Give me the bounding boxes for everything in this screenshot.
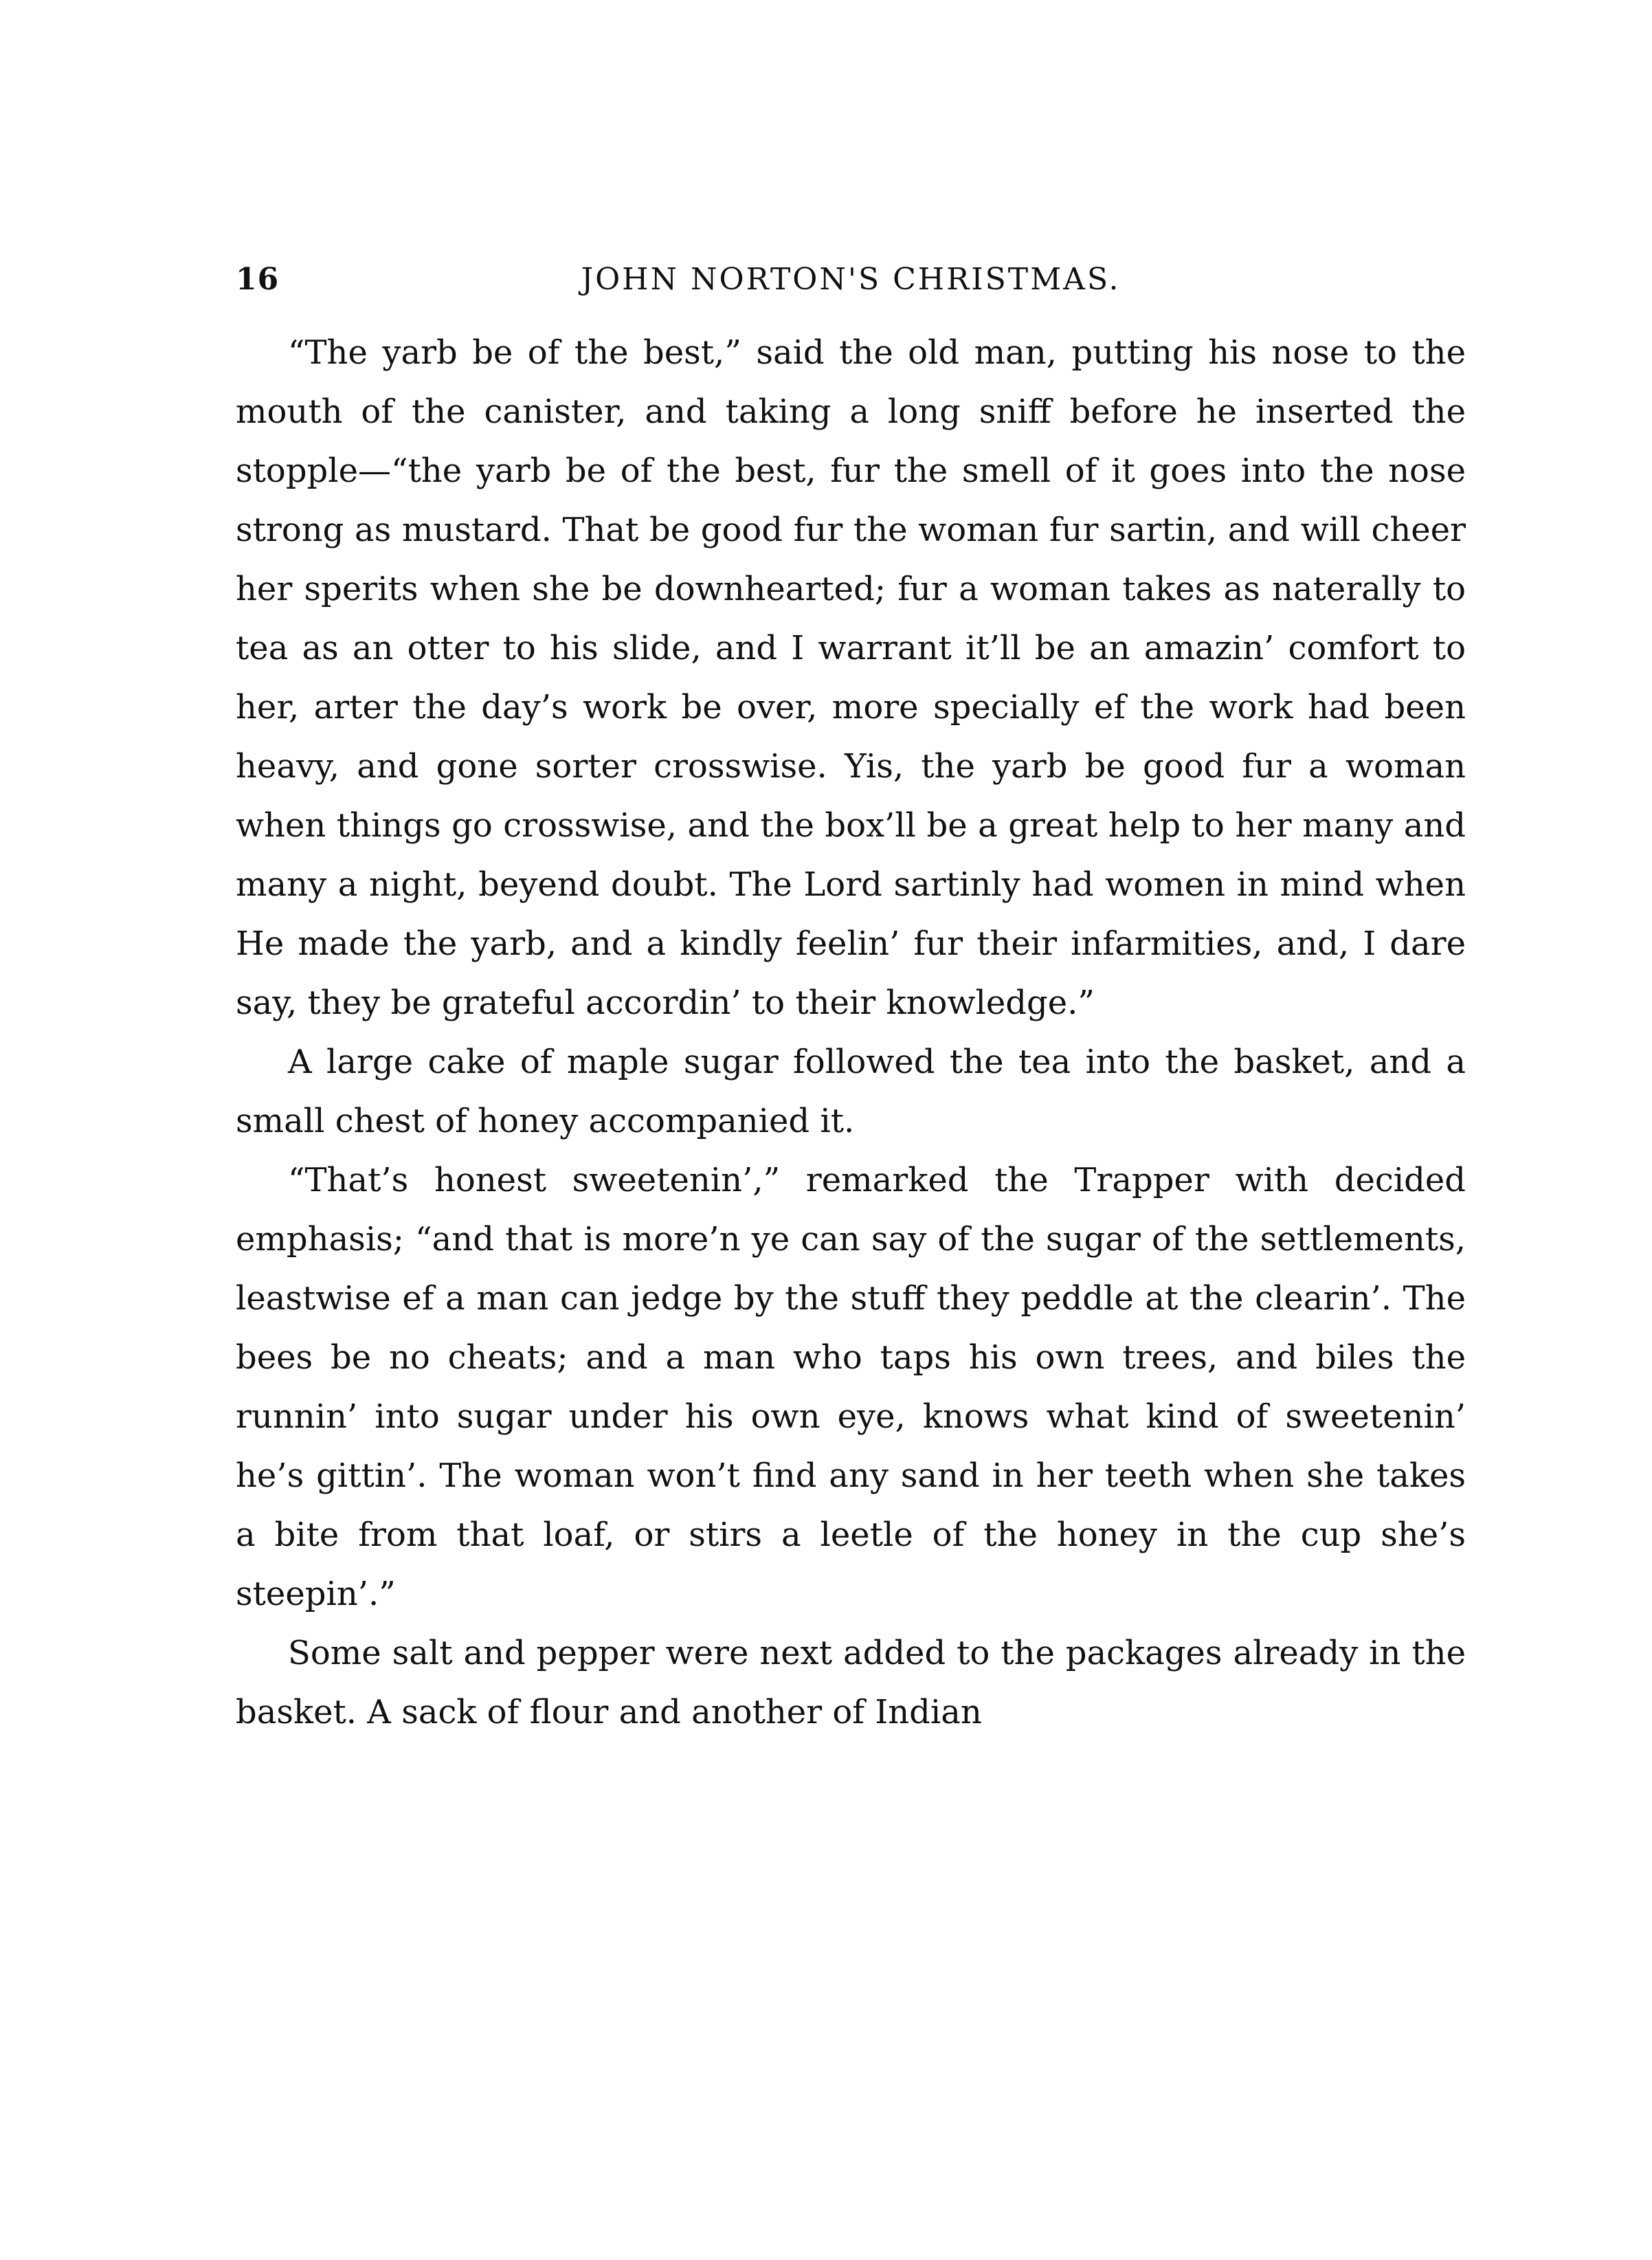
paragraph: “The yarb be of the best,” said the old man, putting his nose to the mouth of the canister, and taking a long sniff before he inserted the stopple—“the yarb be of the best, fur the smell of it goes into the nose strong as mustard. That be good fur the woman fur sartin, and will cheer her sperits when she be downhearted; fur a woman takes as naterally to tea as an otter to his slide, and I warrant it’ll be an amazin’ comfort to her, arter the day’s work be over, more specially ef the work had been heavy, and gone sorter crosswise. Yis, the yarb be good fur a woman when things go crosswise, and the box’ll be a great help to her many and many a night, beyend doubt. The Lord sartinly had women in mind when He made the yarb, and a kindly feelin’ fur their infarmities, and, I dare say, they be grateful accordin’ to their knowledge.” — [236, 333, 1466, 1022]
body-text — [236, 323, 1466, 1742]
paragraph: “That’s honest sweetenin’,” remarked the Trapper with decided emphasis; “and that is more’n ye can say of the sugar of the settlements, leastwise ef a man can jedge by the stuff they peddle at the clearin’. The bees be no cheats; and a man who taps his own trees, and biles the runnin’ into sugar under his own eye, knows what kind of sweetenin’ he’s gittin’. The woman won’t find any sand in her teeth when she takes a bite from that loaf, or stirs a leetle of the honey in the cup she’s steepin’.” — [236, 1161, 1466, 1613]
page-header — [236, 256, 1466, 304]
paragraph: A large cake of maple sugar followed the tea into the basket, and a small chest of honey accompanied it. — [236, 1043, 1466, 1140]
page-number: 16 — [236, 262, 280, 297]
paragraph: Some salt and pepper were next added to the packages already in the basket. A sack of flour and another of Indian — [236, 1634, 1466, 1731]
running-title: JOHN NORTON'S CHRISTMAS. — [581, 262, 1121, 297]
